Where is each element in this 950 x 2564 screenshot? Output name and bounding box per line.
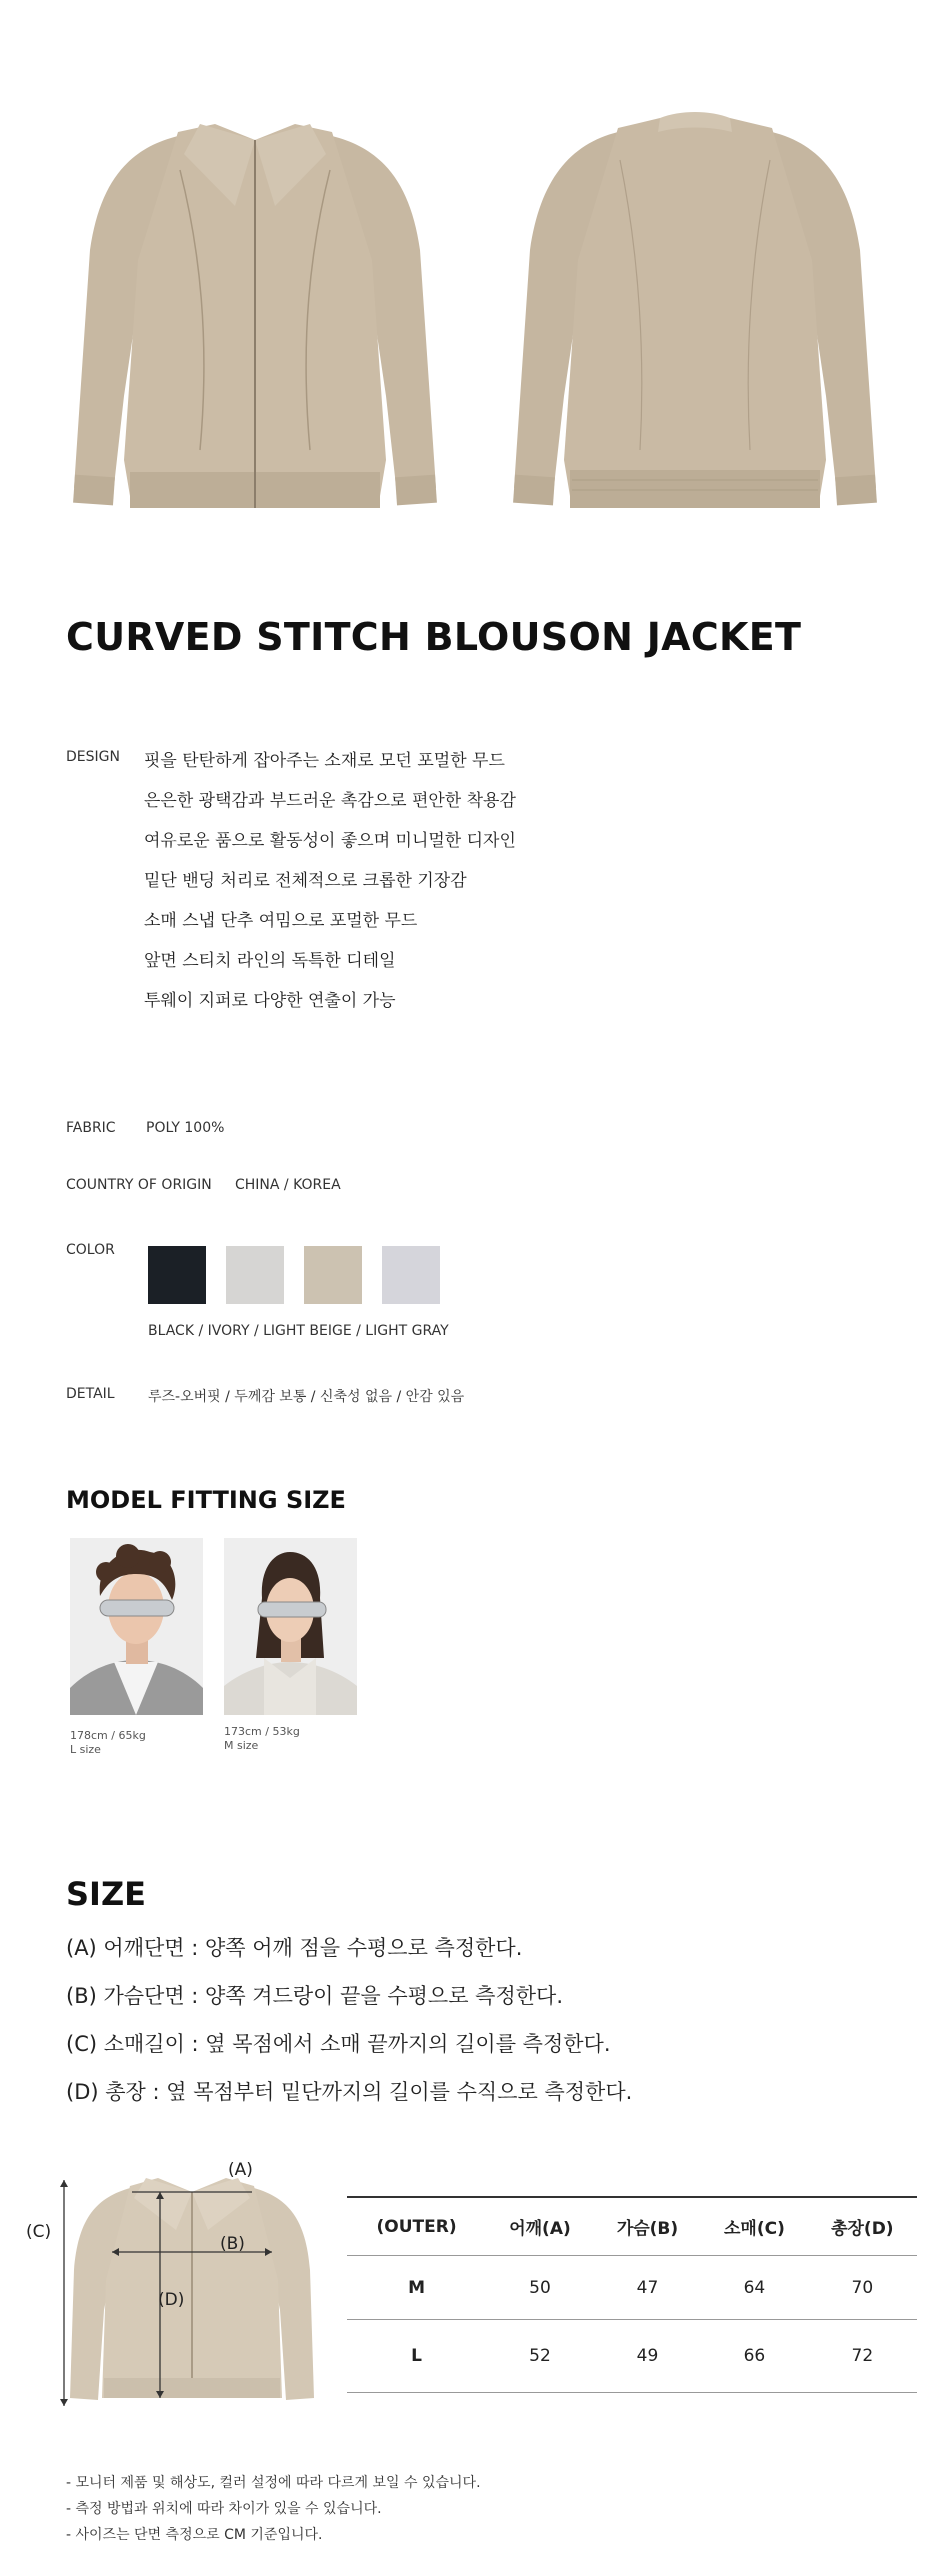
model-1-stats: 178cm / 65kg xyxy=(70,1729,146,1742)
color-swatch-light-gray xyxy=(382,1246,440,1304)
size-row-label: L xyxy=(347,2320,486,2393)
model-photo-female xyxy=(224,1538,357,1715)
color-names: BLACK / IVORY / LIGHT BEIGE / LIGHT GRAY xyxy=(148,1323,449,1339)
model-fitting-heading: MODEL FITTING SIZE xyxy=(66,1486,346,1514)
size-cell: 72 xyxy=(808,2320,917,2393)
diagram-label-b: (B) xyxy=(220,2234,245,2254)
fabric-label: FABRIC xyxy=(66,1120,116,1136)
model-1-size: L size xyxy=(70,1743,101,1756)
model-caption-2 xyxy=(224,1725,300,1753)
model-2-stats: 173cm / 53kg xyxy=(224,1725,300,1738)
size-cell: 47 xyxy=(594,2256,701,2320)
size-desc-b: (B) 가슴단면 : 양쪽 겨드랑이 끝을 수평으로 측정한다. xyxy=(66,1984,563,2008)
size-heading: SIZE xyxy=(66,1875,147,1913)
size-desc-a: (A) 어깨단면 : 양쪽 어깨 점을 수평으로 측정한다. xyxy=(66,1936,523,1960)
size-table-header xyxy=(347,2197,917,2256)
size-col-length: 총장(D) xyxy=(808,2197,917,2256)
size-row-label: M xyxy=(347,2256,486,2320)
design-line: 밑단 밴딩 처리로 전체적으로 크롭한 기장감 xyxy=(144,871,467,891)
design-line: 소매 스냅 단추 여밈으로 포멀한 무드 xyxy=(144,911,418,931)
jacket-back-photo xyxy=(500,110,890,530)
note-line: - 모니터 제품 및 해상도, 컬러 설정에 따라 다르게 보일 수 있습니다. xyxy=(66,2475,481,2491)
color-swatch-light-beige xyxy=(304,1246,362,1304)
size-table xyxy=(347,2196,917,2393)
color-swatch-ivory xyxy=(226,1246,284,1304)
detail-label: DETAIL xyxy=(66,1386,115,1402)
size-col-chest: 가슴(B) xyxy=(594,2197,701,2256)
note-line: - 사이즈는 단면 측정으로 CM 기준입니다. xyxy=(66,2527,323,2543)
design-line: 은은한 광택감과 부드러운 촉감으로 편안한 착용감 xyxy=(144,791,516,811)
size-cell: 64 xyxy=(701,2256,808,2320)
origin-value: CHINA / KOREA xyxy=(235,1177,341,1193)
size-cell: 49 xyxy=(594,2320,701,2393)
size-desc-d: (D) 총장 : 옆 목점부터 밑단까지의 길이를 수직으로 측정한다. xyxy=(66,2080,633,2104)
color-label: COLOR xyxy=(66,1242,115,1258)
size-col-sleeve: 소매(C) xyxy=(701,2197,808,2256)
model-photo-male xyxy=(70,1538,203,1715)
size-cell: 50 xyxy=(486,2256,594,2320)
origin-label: COUNTRY OF ORIGIN xyxy=(66,1177,212,1193)
fabric-value: POLY 100% xyxy=(146,1120,225,1136)
table-row xyxy=(347,2320,917,2393)
size-cell: 66 xyxy=(701,2320,808,2393)
detail-value: 루즈-오버핏 / 두께감 보통 / 신축성 없음 / 안감 있음 xyxy=(148,1389,465,1405)
model-2-size: M size xyxy=(224,1739,259,1752)
size-cell: 52 xyxy=(486,2320,594,2393)
product-title: CURVED STITCH BLOUSON JACKET xyxy=(66,615,802,659)
table-row xyxy=(347,2256,917,2320)
diagram-label-d: (D) xyxy=(158,2290,185,2310)
color-swatch-black xyxy=(148,1246,206,1304)
model-caption-1 xyxy=(70,1729,146,1757)
diagram-label-c: (C) xyxy=(26,2222,52,2242)
diagram-label-a: (A) xyxy=(228,2160,253,2180)
note-line: - 측정 방법과 위치에 따라 차이가 있을 수 있습니다. xyxy=(66,2501,382,2517)
size-col-outer: (OUTER) xyxy=(347,2197,486,2256)
design-line: 앞면 스티치 라인의 독특한 디테일 xyxy=(144,951,396,971)
design-label: DESIGN xyxy=(66,749,120,765)
design-line: 여유로운 품으로 활동성이 좋으며 미니멀한 디자인 xyxy=(144,831,516,851)
size-col-shoulder: 어깨(A) xyxy=(486,2197,594,2256)
size-cell: 70 xyxy=(808,2256,917,2320)
size-desc-c: (C) 소매길이 : 옆 목점에서 소매 끝까지의 길이를 측정한다. xyxy=(66,2032,611,2056)
jacket-front-photo xyxy=(60,110,450,530)
design-line: 핏을 탄탄하게 잡아주는 소재로 모던 포멀한 무드 xyxy=(144,751,505,771)
design-line: 투웨이 지퍼로 다양한 연출이 가능 xyxy=(144,991,396,1011)
